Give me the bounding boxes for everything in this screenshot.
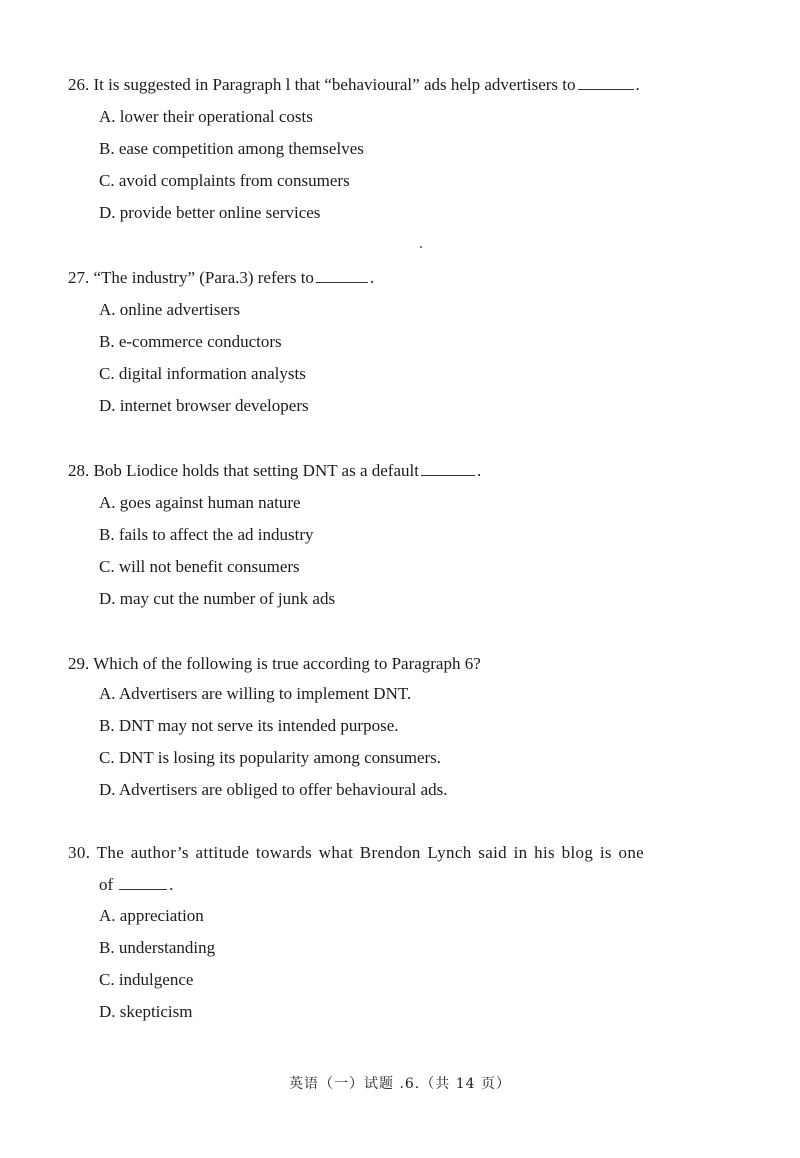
option-c: C. digital information analysts [99,364,306,383]
question-number: 29. [68,654,90,673]
option-a: A. online advertisers [99,300,241,319]
option-d: D. Advertisers are obliged to offer behavioural ads. [99,780,448,799]
question-stem-continuation [99,874,708,896]
options-list [99,299,708,427]
question-29 [68,653,708,811]
option-d: D. provide better online services [99,203,321,222]
question-text: The author’s attitude towards what Brendon Lynch said in his blog is one [96,843,645,862]
question-stem [68,460,708,482]
option-d: D. internet browser developers [99,396,309,415]
option-a: A. lower their operational costs [99,107,313,126]
question-27 [68,267,708,427]
option-b: B. DNT may not serve its intended purpose. [99,716,399,735]
option-a: A. goes against human nature [99,493,301,512]
option-d: D. may cut the number of junk ads [99,589,336,608]
option-a: A. Advertisers are willing to implement DNT. [99,684,412,703]
question-stem [68,74,708,96]
question-end: . [169,875,174,894]
question-stem [68,267,708,289]
option-c: C. avoid complaints from consumers [99,171,350,190]
question-stem [68,653,708,675]
option-c: C. DNT is losing its popularity among consumers. [99,748,442,767]
options-list [99,106,708,234]
option-d: D. skepticism [99,1002,193,1021]
scan-speck [420,246,422,248]
question-text-continued: of [99,875,114,894]
option-b: B. ease competition among themselves [99,139,364,158]
option-c: C. indulgence [99,970,194,989]
question-number: 28. [68,461,90,480]
question-stem [68,842,708,864]
page-footer: 英语（一）试题 .6.（共 14 页） [289,1076,511,1092]
question-end: . [635,75,640,94]
question-end: . [369,268,375,287]
answer-blank [578,75,634,90]
option-b: B. understanding [99,938,216,957]
options-list [99,905,708,1033]
question-28 [68,460,708,620]
question-text: Which of the following is true according to Paragraph 6? [93,654,481,673]
question-26 [68,74,708,234]
question-number: 26. [68,75,90,94]
option-a: A. appreciation [99,906,204,925]
answer-blank [421,461,475,476]
question-text: “The industry” (Para.3) refers to [93,268,314,287]
question-30 [68,842,708,1033]
question-end: . [476,461,482,480]
option-c: C. will not benefit consumers [99,557,300,576]
options-list [99,683,708,811]
options-list [99,492,708,620]
question-text: It is suggested in Paragraph l that “behavioural” ads help advertisers to [93,75,576,94]
question-number: 27. [68,268,90,287]
question-text: Bob Liodice holds that setting DNT as a default [93,461,419,480]
answer-blank [316,268,368,283]
question-number: 30. [68,843,91,862]
option-b: B. fails to affect the ad industry [99,525,314,544]
option-b: B. e-commerce conductors [99,332,282,351]
answer-blank [119,875,167,890]
